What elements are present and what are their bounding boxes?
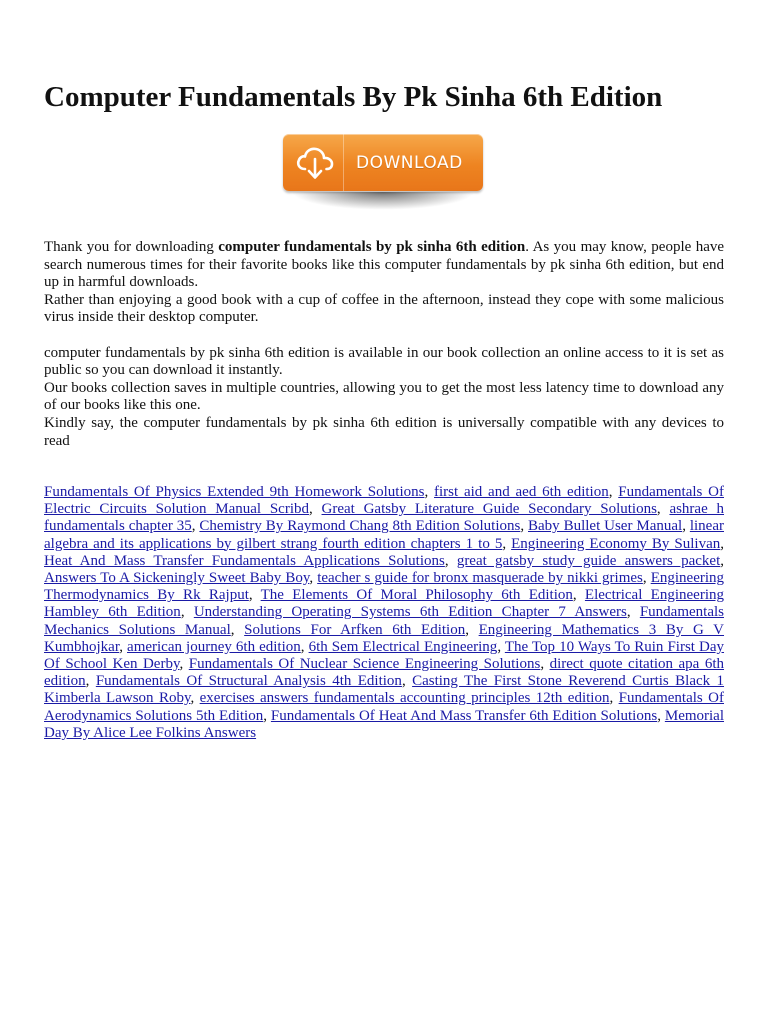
link-separator: , — [119, 638, 128, 655]
download-banner — [283, 134, 483, 214]
link-separator: , — [497, 638, 505, 655]
intro-paragraph-1 — [44, 239, 724, 292]
related-link[interactable]: The Top 10 Ways To Ruin First Day Of School Ken Derby — [44, 638, 725, 673]
link-separator: , — [180, 604, 194, 621]
related-link[interactable]: Understanding Operating Systems 6th Edition Chapter 7 Answers — [193, 604, 627, 621]
intro-paragraph-4: Our books collection saves in multiple countries, allowing you to get the most less latency time to download any of our books like this one. — [44, 379, 724, 414]
link-separator: , — [309, 501, 322, 518]
related-link[interactable]: Engineering Thermodynamics By Rk Rajput — [44, 570, 725, 604]
link-separator: , — [720, 552, 724, 569]
link-separator: , — [424, 484, 435, 500]
link-separator: , — [608, 484, 619, 500]
related-link[interactable]: The Elements Of Moral Philosophy 6th Edition — [260, 587, 573, 604]
related-link[interactable]: Fundamentals Of Nuclear Science Engineering Solutions — [188, 656, 541, 673]
link-separator: , — [191, 518, 200, 535]
link-separator: , — [190, 690, 200, 707]
intro-paragraph-2: Rather than enjoying a good book with a cup of coffee in the afternoon, instead they cope with some malicious virus inside their desktop computer. — [44, 291, 724, 326]
intro-p1-bold: computer fundamentals by pk sinha 6th edition — [218, 239, 526, 255]
link-separator: , — [248, 587, 261, 604]
link-separator: , — [682, 518, 690, 535]
link-separator: , — [401, 673, 413, 690]
related-link[interactable]: Fundamentals Mechanics Solutions Manual — [44, 604, 724, 638]
related-link[interactable]: linear algebra and its applications by gilbert strang fourth edition chapters 1 to 5 — [44, 518, 724, 552]
intro-paragraph-5: Kindly say, the computer fundamentals by pk sinha 6th edition is universally compatible with any devices to read — [44, 414, 724, 449]
related-link[interactable]: great gatsby study guide answers packet — [456, 552, 721, 569]
related-link[interactable]: Solutions For Arfken 6th Edition — [244, 621, 466, 638]
intro-p1-end: . As you may know, people have search numerous times for their favorite books like this computer fundamentals by pk sinha 6th edition, but end up in harmful downloads. — [44, 239, 725, 291]
link-separator: , — [502, 535, 512, 552]
intro-p1-start: Thank you for downloading — [44, 239, 219, 255]
related-link[interactable]: first aid and aed 6th edition — [434, 484, 609, 500]
link-separator: , — [657, 707, 665, 724]
document-title: Computer Fundamentals By Pk Sinha 6th Edition — [44, 81, 663, 113]
related-link[interactable]: ashrae h fundamentals chapter 35 — [44, 501, 725, 535]
related-link[interactable]: Heat And Mass Transfer Fundamentals Applications Solutions — [44, 552, 445, 569]
related-link[interactable]: Fundamentals Of Physics Extended 9th Homework Solutions — [44, 484, 425, 500]
cloud-download-icon — [291, 139, 339, 187]
link-separator: , — [642, 570, 651, 587]
button-shadow — [291, 192, 475, 210]
related-link[interactable]: Baby Bullet User Manual — [528, 518, 683, 535]
related-link[interactable]: Answers To A Sickeningly Sweet Baby Boy — [44, 570, 310, 587]
link-separator: , — [572, 587, 585, 604]
related-link[interactable]: 6th Sem Electrical Engineering — [308, 638, 498, 655]
link-separator: , — [230, 621, 245, 638]
link-separator: , — [626, 604, 640, 621]
link-separator: , — [540, 656, 550, 673]
related-link[interactable]: Memorial Day By Alice Lee Folkins Answers — [44, 707, 725, 741]
related-link[interactable]: american journey 6th edition — [127, 638, 301, 655]
link-separator: , — [720, 535, 725, 552]
related-link[interactable]: Fundamentals Of Aerodynamics Solutions 5th Edition — [44, 690, 724, 724]
related-link[interactable]: Great Gatsby Literature Guide Secondary Solutions — [321, 501, 657, 518]
button-divider — [343, 134, 344, 191]
related-link[interactable]: Fundamentals Of Electric Circuits Solution Manual Scribd — [44, 484, 724, 518]
related-link[interactable]: Fundamentals Of Structural Analysis 4th Edition — [95, 673, 402, 690]
related-link[interactable]: Engineering Economy By Sulivan — [511, 535, 721, 552]
intro-text — [44, 239, 724, 450]
related-link[interactable]: teacher s guide for bronx masquerade by nikki grimes — [317, 570, 643, 587]
link-separator: , — [656, 501, 670, 518]
related-link[interactable]: Casting The First Stone Reverend Curtis Black 1 Kimberla Lawson Roby — [44, 673, 725, 707]
intro-paragraph-3: computer fundamentals by pk sinha 6th edition is available in our book collection an online access to it is set as public so you can download it instantly. — [44, 344, 724, 379]
link-separator: , — [520, 518, 528, 535]
link-separator: , — [465, 621, 479, 638]
link-separator: , — [300, 638, 309, 655]
download-button-label: DOWNLOAD — [356, 152, 463, 173]
link-separator: , — [179, 656, 189, 673]
link-separator: , — [609, 690, 619, 707]
link-separator: , — [85, 673, 96, 690]
related-link[interactable]: direct quote citation apa 6th edition — [44, 656, 725, 690]
related-link[interactable]: Electrical Engineering Hambley 6th Edition — [44, 587, 724, 621]
related-link[interactable]: Chemistry By Raymond Chang 8th Edition Solutions — [199, 518, 521, 535]
link-separator: , — [263, 707, 271, 724]
link-separator: , — [444, 552, 457, 569]
related-link[interactable]: Fundamentals Of Heat And Mass Transfer 6th Edition Solutions — [270, 707, 658, 724]
link-separator: , — [309, 570, 318, 587]
related-links-list — [44, 484, 724, 742]
related-link[interactable]: exercises answers fundamentals accounting principles 12th edition — [199, 690, 610, 707]
related-link[interactable]: Engineering Mathematics 3 By G V Kumbhojkar — [44, 621, 725, 655]
download-button[interactable] — [283, 134, 483, 191]
